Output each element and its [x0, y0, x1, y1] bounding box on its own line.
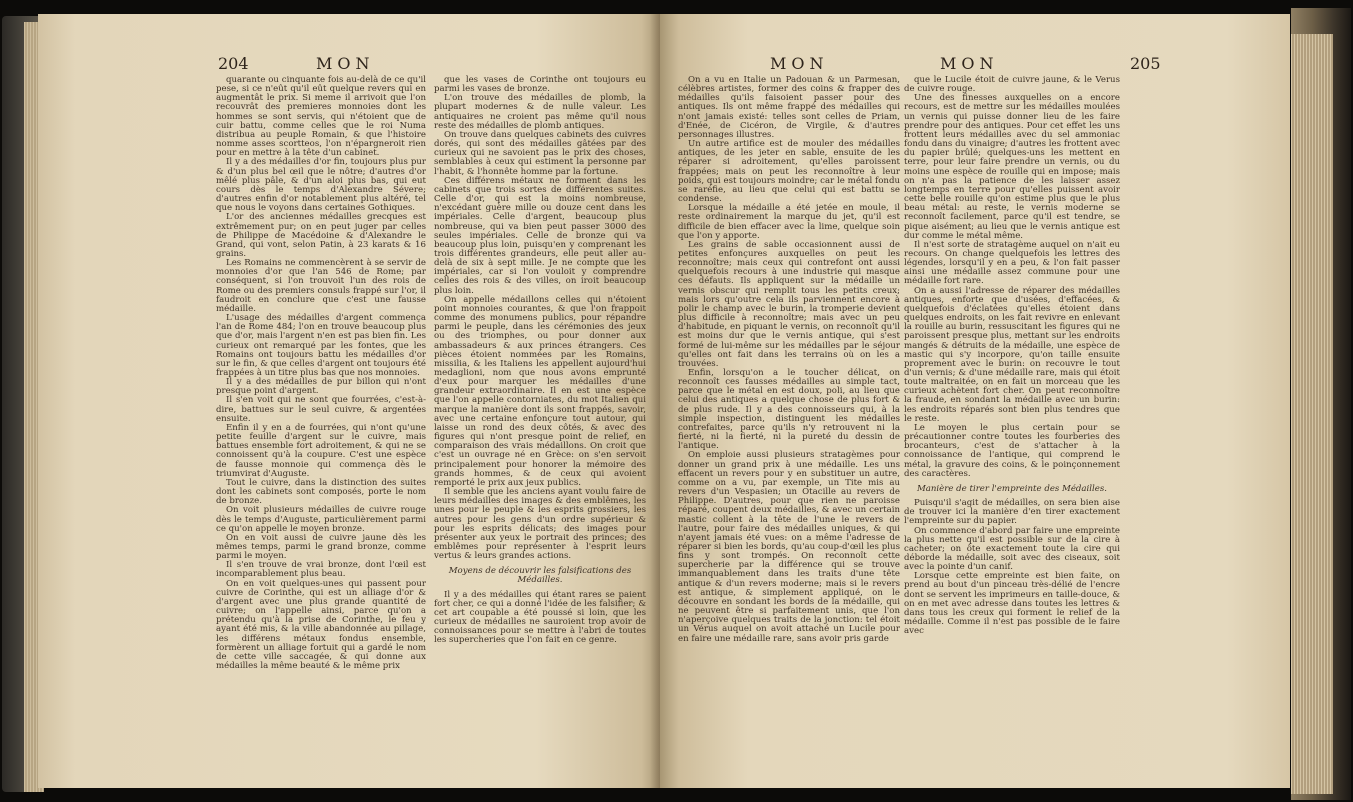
page-edges-right [1291, 34, 1333, 794]
paragraph: Lorsque la médaille a été jetée en moule, il reste ordinairement la marque du jet, qu'il est difficile de bien effacer avec la lime, quelque soin que l'on y apporte. [678, 203, 900, 241]
paragraph: L'usage des médailles d'argent commença l'an de Rome 484; l'on en trouve beaucoup plus que d'or, mais l'argent n'en est pas bien fin. Les curieux ont remarqué par les fontes, que les Romains ont toujours battu les médailles d'or sur le fin, & que celles d'argent ont toujours été frappées à un titre plus bas que nos monnoies. [216, 313, 426, 378]
paragraph: On a vu en Italie un Padouan & un Parmesan, célèbres artistes, former des coins & frapper des médailles qu'ils faisoient passer pour des antiques. Ils ont même frappé des médailles qui n'ont jamais existé: telles sont celles de Priam, d'Enée, de Cicéron, de Virgile, & d'autres personnages illustres. [678, 75, 900, 140]
text-column-1 [678, 76, 900, 644]
text-column-2 [904, 76, 1120, 636]
paragraph: Une des finesses auxquelles on a encore recours, est de mettre sur les médailles moulées un vernis qui puisse donner lieu de les faire prendre pour des antiques. Pour cet effet les uns frottent leurs médailles avec du sel ammoniac fondu dans du vinaigre; d'autres les frottent avec du papier brûlé; quelques-uns les mettent en terre, pour leur faire prendre un vernis, ou du moins une espèce de rouille qui en impose; mais on n'a pas la patience de les laisser assez longtemps en terre pour qu'elles puissent avoir cette belle rouille qu'on estime plus que le plus beau métal: au reste, le vernis moderne se reconnoît facilement, parce qu'il est tendre, se pique aisément; au lieu que le vernis antique est dur comme le métal même. [904, 93, 1120, 241]
paragraph: Il s'en voit qui ne sont que fourrées, c'est-à-dire, battues sur le seul cuivre, & argentées ensuite. [216, 395, 426, 424]
paragraph: Il s'en trouve de vrai bronze, dont l'œil est incomparablement plus beau. [216, 560, 426, 580]
paragraph: On emploie aussi plusieurs stratagèmes pour donner un grand prix à une médaille. Les uns effacent un revers pour y en substituer un autre, comme on a vu, par exemple, un Tite mis au revers d'un Vespasien; un Otacille au revers de Philippe. D'autres, pour que rien ne paroisse réparé, coupent deux médailles, & avec un certain mastic collent à la tête de l'une le revers de l'autre, pour faire des médailles uniques, & qui n'ayent jamais été vues: on a même l'adresse de réparer si bien les bords, qu'au coup-d'œil les plus fins y sont trompés. On reconnoît cette supercherie par la différence qui se trouve immanquablement dans les traits d'une tête antique & d'un revers moderne; mais si le revers est antique, & simplement appliqué, on le découvre en sondant les bords de la médaille, qui ne peuvent être si parfaitement unis, que l'on n'aperçoive quelques traits de la jonction: tel étoit un Vérus auquel on avoit attaché un Lucile pour en faire une médaille rare, sans avoir pris garde [678, 450, 900, 644]
paragraph: Il y a des médailles d'or fin, toujours plus pur & d'un plus bel œil que le nôtre; d'autres d'or mêlé plus pâle, & d'un aloi plus bas, qui eut cours dès le temps d'Alexandre Sévere; d'autres enfin d'or notablement plus altéré, tel que nous le voyons dans certaines Gothiques. [216, 157, 426, 214]
running-head: MON [316, 54, 375, 73]
paragraph: On appelle médaillons celles qui n'étoient point monnoies courantes, & que l'on frappoit comme des monumens publics, pour répandre parmi le peuple, dans les cérémonies des jeux ou des triomphes, ou pour donner aux ambassadeurs & aux princes étrangers. Ces pièces étoient nommées par les Romains, missilia, & les Italiens les appellent aujourd'hui medaglioni, nom que nous avons emprunté d'eux pour marquer les médailles d'une grandeur extraordinaire. Il en est une espèce que l'on appelle contorniates, du mot Italien qui marque la manière dont ils sont frappés, savoir, avec une certaine enfonçure tout autour, qui laisse un rond des deux côtés, & avec des figures qui n'ont presque point de relief, en comparaison des vrais médaillons. On croit que c'est un ouvrage né en Grèce: on s'en servoit principalement pour honorer la mémoire des grands hommes, & de ceux qui avoient remporté le prix aux jeux publics. [434, 294, 646, 488]
paragraph: que le Lucile étoit de cuivre jaune, & le Verus de cuivre rouge. [904, 75, 1120, 95]
section-heading: Moyens de découvrir les falsifications des Médailles. [448, 566, 632, 586]
running-head: MON [770, 54, 829, 73]
paragraph: Le moyen le plus certain pour se précautionner contre toutes les fourberies des brocanteurs, c'est de s'attacher à la connoissance de l'antique, qui comprend le métal, la gravure des coins, & le poinçonnement des caractères. [904, 422, 1120, 479]
paragraph: On en voit quelques-unes qui passent pour cuivre de Corinthe, qui est un alliage d'or & d'argent avec une plus grande quantité de cuivre; on l'appelle ainsi, parce qu'on a prétendu qu'à la prise de Corinthe, le feu y ayant été mis, & la ville abandonnée au pillage, les différens métaux fondus ensemble, formèrent un alliage fortuit qui a gardé le nom de cette ville saccagée, & qui donne aux médailles la même beauté & le même prix [216, 578, 426, 671]
paragraph: Lorsque cette empreinte est bien faite, on prend au bout d'un pinceau très-délié de l'encre dont se servent les imprimeurs en taille-douce, & on en met avec adresse dans toutes les lettres & dans tous les creux qui forment le relief de la médaille. Comme il n'est pas possible de le faire avec [904, 571, 1120, 637]
paragraph: Il y a des médailles qui étant rares se paient fort cher, ce qui a donné l'idée de les falsifier; & cet art coupable a été poussé si loin, que les curieux de médailles ne sauroient trop avoir de connoissances pour se mettre à l'abri de toutes les supercheries que l'on fait en ce genre. [434, 589, 646, 646]
paragraph: L'on trouve des médailles de plomb, la plupart modernes & de nulle valeur. Les antiquaires ne croient pas même qu'il nous reste des médailles de plomb antiques. [434, 93, 646, 131]
paragraph: On a aussi l'adresse de réparer des médailles antiques, enforte que d'usées, d'effacées, & quelquefois d'éclatées qu'elles étoient dans quelques endroits, on les fait revivre en enlevant la rouille au burin, ressuscitant les figures qui ne paroissent presque plus, mettant sur les endroits mangés & détruits de la médaille, une espèce de mastic qui s'y incorpore, qu'on taille ensuite proprement avec le burin: on recouvre le tout d'un vernis; & d'une médaille rare, mais qui étoit toute maltraitée, on en fait un morceau que les curieux achètent fort cher. On peut reconnoître la fraude, en sondant la médaille avec un burin: les endroits réparés sont bien plus tendres que le reste. [904, 285, 1120, 424]
paragraph: Ces différens métaux ne forment dans les cabinets que trois sortes de différentes suites. Celle d'or, qui est la moins nombreuse, n'excédant guère mille ou douze cent dans les impériales. Celle d'argent, beaucoup plus nombreuse, qui va bien peut passer 3000 des seules impériales. Celle de bronze qui va beaucoup plus loin, puisqu'en y comprenant les trois différentes grandeurs, elle peut aller au-delà de six à sept mille. Je ne compte que les impériales, car si l'on vouloit y comprendre celles des rois & des villes, on iroit beaucoup plus loin. [434, 175, 646, 296]
paragraph: Enfin il y en a de fourrées, qui n'ont qu'une petite feuille d'argent sur le cuivre, mais battues ensemble fort adroitement, & qui ne se connoissent qu'à la coupure. C'est une espèce de fausse monnoie qui commença dès le triumvirat d'Auguste. [216, 422, 426, 479]
right-page [660, 14, 1290, 788]
paragraph: Puisqu'il s'agit de médailles, on sera bien aise de trouver ici la manière d'en tirer exactement l'empreinte sur du papier. [904, 498, 1120, 527]
paragraph: que les vases de Corinthe ont toujours eu parmi les vases de bronze. [434, 75, 646, 95]
paragraph: On en voit aussi de cuivre jaune dès les mêmes temps, parmi le grand bronze, comme parmi le moyen. [216, 532, 426, 562]
text-column-1 [216, 76, 426, 671]
paragraph: Les grains de sable occasionnent aussi de petites enfonçures auxquelles on peut les reconnoître; mais ceux qui contrefont ont aussi quelquefois recours à une industrie qui masque ces défauts. Ils appliquent sur la médaille un vernis obscur qui remplit tous les petits creux; mais lors qu'outre cela ils parviennent encore à polir le champ avec le burin, la tromperie devient plus difficile à reconnoître; mais avec un peu d'habitude, en piquant le vernis, on reconnoît qu'il est moins dur que le vernis antique, qui s'est formé de lui-même sur les médailles par le séjour qu'elles ont fait dans les terrains où on les a trouvées. [678, 239, 900, 369]
paragraph: Il semble que les anciens ayant voulu faire de leurs médailles des images & des emblêmes, les unes pour le peuple & les esprits grossiers, les autres pour les gens d'un ordre supérieur & pour les esprits délicats; des images pour présenter aux yeux le portrait des princes; des emblêmes pour représenter à l'esprit leurs vertus & leurs grandes actions. [434, 487, 646, 562]
page-number: 205 [1130, 54, 1161, 73]
text-column-2 [434, 76, 646, 646]
paragraph: On voit plusieurs médailles de cuivre rouge dès le temps d'Auguste, particulièrement parmi ce qu'on appelle le moyen bronze. [216, 505, 426, 534]
paragraph: quarante ou cinquante fois au-delà de ce qu'il pese, si ce n'eût qu'il eût quelque revers qui en augmentât le prix. Si meme il arrivoit que l'on recouvrât des premieres monnoies dont les hommes se sont servis, qui n'étoient que de cuir battu, comme celles que le roi Numa distribua au peuple Romain, & que l'histoire nomme asses scortteos, l'on n'épargneroit rien pour en mettre à la tête d'un cabinet. [216, 75, 426, 159]
paragraph: Il n'est sorte de stratagème auquel on n'ait eu recours. On change quelquefois les lettres des légendes, lorsqu'il y en a peu, & l'on fait passer ainsi une médaille assez commune pour une médaille fort rare. [904, 239, 1120, 287]
paragraph: On trouve dans quelques cabinets des cuivres dorés, qui sont des médailles gâtées par des curieux qui ne savoient pas le prix des choses, semblables à ceux qui estiment la personne par l'habit, & l'honnête homme par la fortune. [434, 129, 646, 177]
section-heading: Manière de tirer l'empreinte des Médailles. [916, 483, 1108, 494]
paragraph: Un autre artifice est de mouler des médailles antiques, de les jeter en sable, ensuite de les réparer si adroitement, qu'elles paroissent frappées; mais on peut les reconnoître à leur poids, qui est toujours moindre; car le métal fondu se raréfie, au lieu que celui qui est battu se condense. [678, 139, 900, 205]
running-head-repeat: MON [940, 54, 999, 73]
paragraph: L'or des anciennes médailles grecques est extrêmement pur; on en peut juger par celles de Philippe de Macédoine & d'Alexandre le Grand, qui vont, selon Patin, à 23 karats & 16 grains. [216, 212, 426, 259]
left-page [38, 14, 660, 788]
paragraph: Les Romains ne commencèrent à se servir de monnoies d'or que l'an 546 de Rome; par conséquent, si l'on trouvoit l'un des rois de Rome ou des premiers consuls frappé sur l'or, il faudroit en conclure que c'est une fausse médaille. [216, 258, 426, 314]
paragraph: Il y a des médailles de pur billon qui n'ont presque point d'argent. [216, 377, 426, 397]
page-number: 204 [218, 54, 249, 73]
paragraph: On commence d'abord par faire une empreinte la plus nette qu'il est possible sur de la cire à cacheter; on ôte exactement toute la cire qui déborde la médaille, soit avec des ciseaux, soit avec la pointe d'un canif. [904, 525, 1120, 573]
paragraph: Tout le cuivre, dans la distinction des suites dont les cabinets sont composés, porte le nom de bronze. [216, 477, 426, 507]
paragraph: Enfin, lorsqu'on a le toucher délicat, on reconnoît ces fausses médailles au simple tact, parce que le métal en est doux, poli, au lieu que celui des antiques a quelque chose de plus fort & de plus rude. Il y a des connoisseurs qui, à la simple inspection, distinguent les médailles contrefaites, parce qu'ils n'y retrouvent ni la fierté, ni la fierté, ni la pureté du dessin de l'antique. [678, 368, 900, 452]
